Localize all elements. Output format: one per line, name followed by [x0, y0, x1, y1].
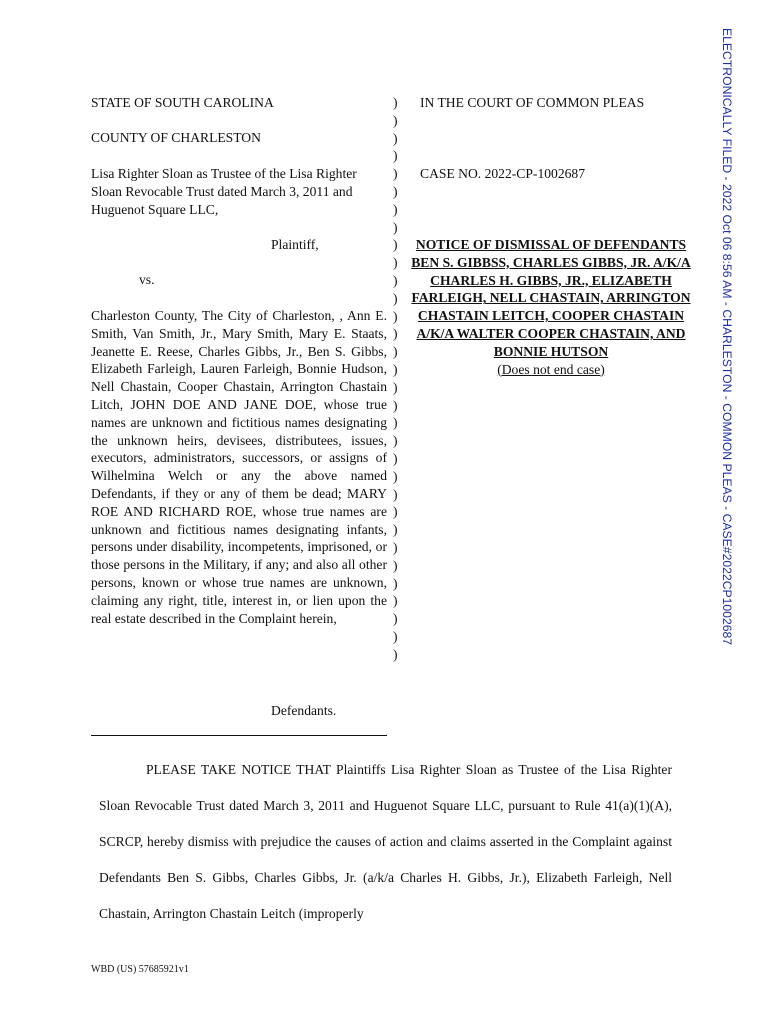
caption-paren: )	[393, 379, 398, 395]
caption-paren: )	[393, 539, 398, 555]
notice-title	[405, 236, 697, 378]
court-name: IN THE COURT OF COMMON PLEAS	[420, 95, 645, 110]
defendant-role-label: Defendants.	[271, 703, 337, 718]
county-line: COUNTY OF CHARLESTON	[91, 130, 261, 145]
caption-paren: )	[393, 433, 398, 449]
notice-body	[99, 752, 672, 932]
caption-paren: )	[393, 255, 398, 271]
caption-paren: )	[393, 148, 398, 164]
caption-paren: )	[393, 290, 398, 306]
caption-paren: )	[393, 575, 398, 591]
caption-paren: )	[393, 522, 398, 538]
case-number: CASE NO. 2022-CP-1002687	[420, 166, 586, 181]
caption-paren: )	[393, 628, 398, 644]
caption-paren: )	[393, 468, 398, 484]
defendants-names: Charleston County, The City of Charleston, , Ann E. Smith, Van Smith, Jr., Mary Smith, Mary E. Staats, Jeanette E. Reese, Charles Gibbs, Jr., Ben S. Gibbs, Elizabeth Farleigh, Lauren Farleigh, Bonnie Hudson, Nell Chastain, Cooper Chastain, Arrington Chastain Litch, JOHN DOE AND JANE DOE, whose true names are unknown and fictitious names designating the unknown heirs, devisees, distributees, issues, executors, administrators, successors, or assigns of Wilhelmina Welch or any the above named Defendants, if they or any of them be dead; MARY ROE AND RICHARD ROE, whose true names are unknown and fictitious names designating infants, persons under disability, incompetents, imprisoned, or those persons in the Military, if any; and also all other persons, known or whose true names are unknown, claiming any right, title, interest in, or lien upon the real estate described in the Complaint herein,	[91, 308, 387, 626]
document-footer-id: WBD (US) 57685921v1	[91, 964, 189, 975]
caption-paren: )	[393, 344, 398, 360]
caption-paren: )	[393, 237, 398, 253]
caption-paren: )	[393, 95, 398, 110]
caption-paren: )	[393, 361, 398, 377]
caption-divider	[91, 735, 387, 736]
caption-paren: )	[393, 130, 398, 146]
caption-paren: )	[393, 415, 398, 431]
notice-subtitle: (Does not end case)	[497, 361, 605, 377]
versus-label: vs.	[139, 272, 155, 287]
caption-paren: )	[393, 504, 398, 520]
caption-paren: )	[393, 201, 398, 217]
caption-paren: )	[393, 557, 398, 573]
caption-paren: )	[393, 166, 398, 182]
state-line: STATE OF SOUTH CAROLINA	[91, 95, 274, 110]
body-paragraph: PLEASE TAKE NOTICE THAT Plaintiffs Lisa Righter Sloan as Trustee of the Lisa Righter Sloan Revocable Trust dated March 3, 2011 and Huguenot Square LLC, pursuant to Rule 41(a)(1)(A), SCRCP, hereby dismiss with prejudice the causes of action and claims asserted in the Complaint against Defendants Ben S. Gibbs, Charles Gibbs, Jr. (a/k/a Charles H. Gibbs, Jr.), Elizabeth Farleigh, Nell Chastain, Arrington Chastain Leitch (improperly	[99, 762, 672, 921]
caption-paren: )	[393, 486, 398, 502]
caption-paren: )	[393, 112, 398, 128]
caption-paren: )	[393, 183, 398, 199]
caption-parentheses	[393, 94, 405, 664]
caption-paren: )	[393, 450, 398, 466]
notice-title-text: NOTICE OF DISMISSAL OF DEFENDANTS BEN S. GIBBSS, CHARLES GIBBS, JR. A/K/A CHARLES H. GIBBS, JR., ELIZABETH FARLEIGH, NELL CHASTAIN, ARRINGTON CHASTAIN LEITCH, COOPER CHASTAIN A/K/A WALTER COOPER CHASTAIN, AND BONNIE HUTSON	[411, 237, 691, 359]
electronic-filing-stamp: ELECTRONICALLY FILED - 2022 Oct 06 8:56 AM - CHARLESTON - COMMON PLEAS - CASE#2022CP1002687	[720, 28, 734, 646]
caption-paren: )	[393, 611, 398, 627]
plaintiffs-names: Lisa Righter Sloan as Trustee of the Lisa Righter Sloan Revocable Trust dated March 3, 2011 and Huguenot Square LLC,	[91, 166, 357, 217]
plaintiff-role-label: Plaintiff,	[271, 237, 319, 252]
caption-paren: )	[393, 646, 398, 662]
caption-paren: )	[393, 326, 398, 342]
caption-paren: )	[393, 219, 398, 235]
caption-paren: )	[393, 593, 398, 609]
caption-paren: )	[393, 397, 398, 413]
caption-paren: )	[393, 272, 398, 288]
caption-paren: )	[393, 308, 398, 324]
